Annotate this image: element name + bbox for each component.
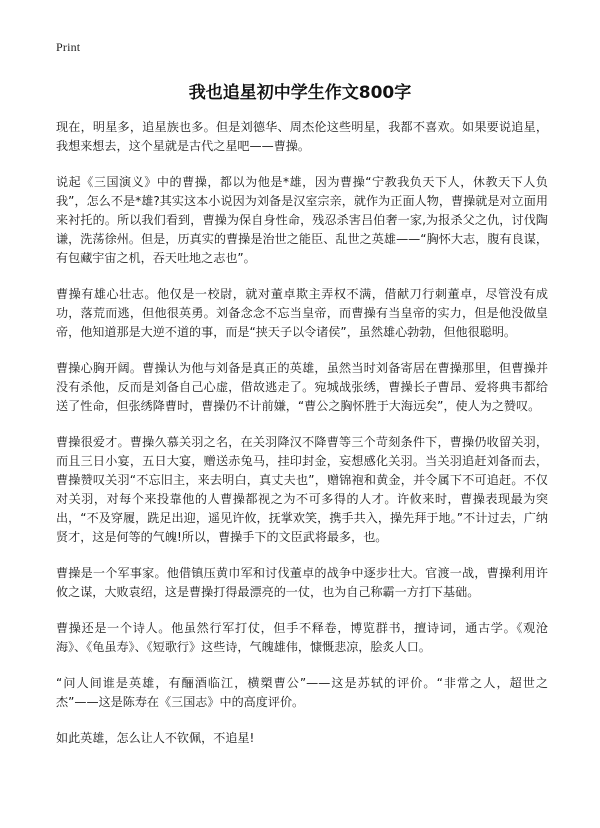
article-paragraph: 说起《三国演义》中的曹操，都以为他是*雄，因为曹操“宁教我负天下人，休教天下人负我”，怎么不是*雄?其实这本小说因为刘备是汉室宗亲，就作为正面人物，曹操就是对立面用来衬托的。所以我们看到，曹操为保自身性命，残忍杀害吕伯奢一家,为报杀父之仇，讨伐陶谦，洗荡徐州。但是，历真实的曹操是治世之能臣、乱世之英雄——“胸怀大志，腹有良谋，有包藏宇宙之机，吞天吐地之志也”。 bbox=[56, 175, 548, 265]
article-paragraph: 曹操很爱才。曹操久慕关羽之名，在关羽降汉不降曹等三个苛刻条件下，曹操仍收留关羽，而且三日小宴，五日大宴，赠送赤兔马，挂印封金，妄想感化关羽。当关羽追赶刘备而去，曹操赞叹关羽“不忘旧主，来去明白，真丈夫也”，赠锦袍和黄金，并令属下不可追赶。不仅对关羽，对每个来投靠他的人曹操都视之为不可多得的人才。许攸来时，曹操表现最为突出，“不及穿履，跣足出迎，遥见许攸，抚掌欢笑，携手共入，操先拜于地。”不计过去，广纳贤才，这是何等的气魄!所以，曹操手下的文臣武将最多，也。 bbox=[56, 435, 548, 544]
article-body bbox=[56, 118, 548, 765]
article-title: 我也追星初中学生作文800字 bbox=[188, 83, 412, 103]
article-paragraph: 曹操还是一个诗人。他虽然行军打仗，但手不释卷，博览群书，擅诗词，通古学。《观沧海》、《龟虽寿》、《短歌行》这些诗，气魄雄伟，慷慨悲凉，脍炙人口。 bbox=[56, 621, 548, 654]
article-paragraph: “问人间谁是英雄，有酾酒临江，横槊曹公”——这是苏轼的评价。“非常之人，超世之杰”——这是陈寿在《三国志》中的高度评价。 bbox=[56, 676, 548, 709]
article-paragraph: 如此英雄，怎么让人不钦佩，不追星! bbox=[56, 731, 255, 745]
article-paragraph: 曹操是一个军事家。他借镇压黄巾军和讨伐董卓的战争中逐步壮大。官渡一战，曹操利用许攸之谋，大败袁绍，这是曹操打得最漂亮的一仗，也为自己称霸一方打下基础。 bbox=[56, 566, 548, 599]
article-paragraph: 曹操心胸开阔。曹操认为他与刘备是真正的英雄，虽然当时刘备寄居在曹操那里，但曹操并没有杀他，反而是刘备自己心虚，借故逃走了。宛城战张绣，曹操长子曹昂、爱将典韦都给送了性命，但张绣降曹时，曹操仍不计前嫌，“曹公之胸怀胜于大海远矣”，使人为之赞叹。 bbox=[56, 361, 548, 413]
article-paragraph: 曹操有雄心壮志。他仅是一校尉，就对董卓欺主弄权不满，借献刀行刺董卓，尽管没有成功，落荒而逃，但他很英勇。刘备念念不忘当皇帝，而曹操有当皇帝的实力，但是他没做皇帝，他知道那是大逆不道的事，而是“挟天子以令诸侯”，虽然雄心勃勃，但他很聪明。 bbox=[56, 287, 548, 339]
article-paragraph: 现在，明星多，追星族也多。但是刘德华、周杰伦这些明星，我都不喜欢。如果要说追星，我想来想去，这个星就是古代之星吧——曹操。 bbox=[56, 120, 548, 153]
print-link[interactable]: Print bbox=[56, 40, 81, 54]
